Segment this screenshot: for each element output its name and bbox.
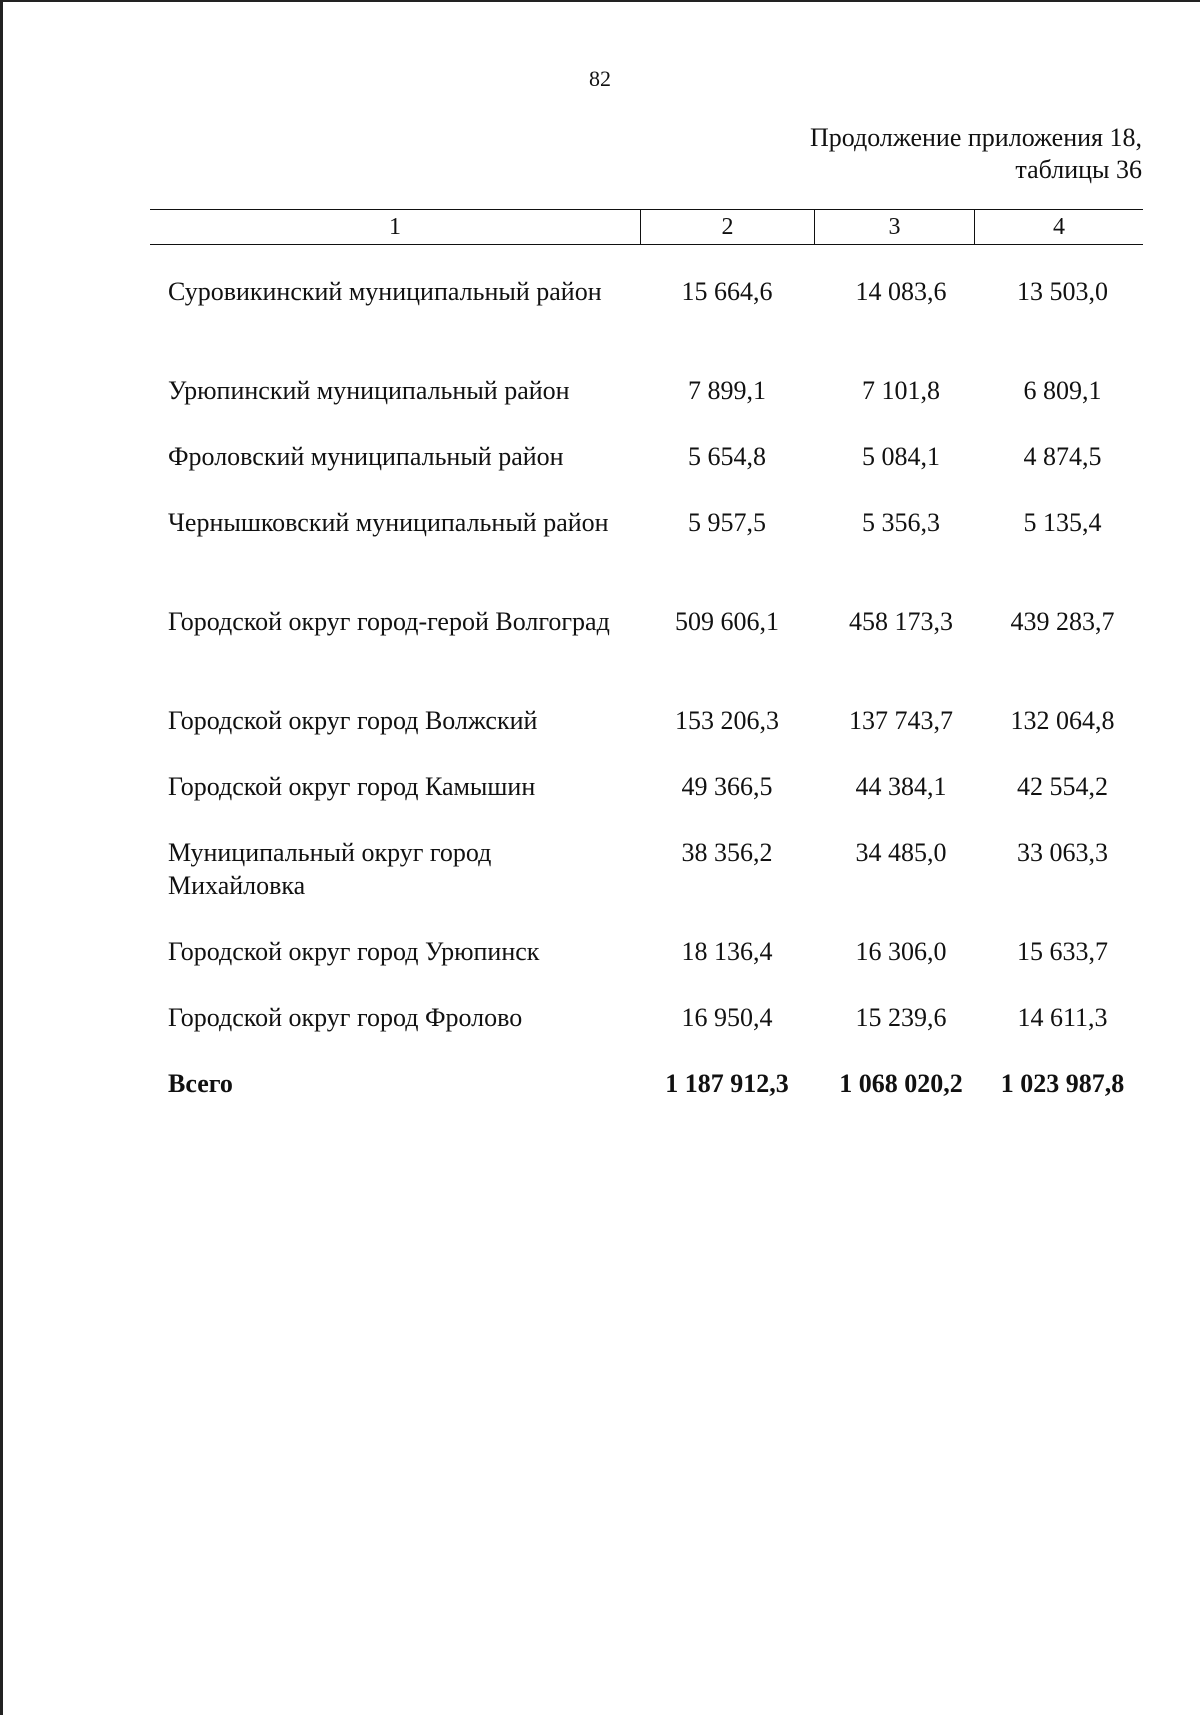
row-value-col2: 153 206,3 (675, 706, 779, 735)
scan-edge-top (0, 0, 1200, 2)
row-name: Суровикинский муниципальный район (168, 277, 602, 306)
row-value-col3: 137 743,7 (849, 706, 953, 735)
table-total-row (150, 1067, 1143, 1133)
table-row (150, 836, 1143, 935)
table-body (150, 275, 1143, 1133)
row-value-col4: 33 063,3 (1017, 838, 1108, 867)
row-name: Городской округ город-герой Волгоград (168, 607, 610, 636)
row-value-col4: 132 064,8 (1010, 706, 1115, 735)
row-value-col4: 42 554,2 (1017, 772, 1108, 801)
total-label: Всего (168, 1069, 233, 1098)
column-header-4: 4 (974, 210, 1143, 244)
table-row (150, 605, 1143, 704)
column-header-2: 2 (640, 210, 814, 244)
row-value-col3: 5 084,1 (862, 442, 940, 471)
row-value-col3: 16 306,0 (855, 937, 947, 966)
row-value-col2: 509 606,1 (675, 607, 779, 636)
row-name: Фроловский муниципальный район (168, 442, 564, 471)
row-value-col2: 16 950,4 (681, 1003, 773, 1032)
page-number: 82 (589, 66, 611, 91)
continuation-line-1: Продолжение приложения 18, (809, 123, 1142, 152)
row-value-col2: 15 664,6 (681, 277, 773, 306)
row-name: Городской округ город Фролово (168, 1003, 523, 1032)
table-row (150, 275, 1143, 374)
total-value-col2: 1 187 912,3 (665, 1069, 789, 1098)
continuation-line-2: таблицы 36 (1015, 155, 1142, 184)
row-name: Городской округ город Волжский (168, 706, 538, 735)
row-value-col3: 14 083,6 (855, 277, 947, 306)
table-row (150, 374, 1143, 440)
row-value-col4: 13 503,0 (1017, 277, 1108, 306)
row-name: Муниципальный округ город Михайловка (168, 838, 492, 900)
row-name: Городской округ город Урюпинск (168, 937, 540, 966)
scan-edge-left (0, 0, 3, 1715)
total-value-col3: 1 068 020,2 (839, 1069, 963, 1098)
column-header-3: 3 (814, 210, 974, 244)
row-value-col3: 44 384,1 (855, 772, 947, 801)
row-value-col2: 38 356,2 (681, 838, 773, 867)
row-value-col4: 5 135,4 (1023, 508, 1102, 537)
row-value-col3: 7 101,8 (862, 376, 940, 405)
row-value-col3: 458 173,3 (849, 607, 953, 636)
row-value-col3: 15 239,6 (855, 1003, 947, 1032)
row-value-col4: 15 633,7 (1017, 937, 1108, 966)
row-value-col4: 439 283,7 (1010, 607, 1115, 636)
row-name: Чернышковский муниципальный район (168, 508, 609, 537)
row-value-col2: 18 136,4 (681, 937, 773, 966)
row-name: Урюпинский муниципальный район (168, 376, 570, 405)
row-value-col4: 14 611,3 (1017, 1003, 1108, 1032)
table-row (150, 770, 1143, 836)
row-value-col2: 49 366,5 (681, 772, 773, 801)
total-value-col4: 1 023 987,8 (1000, 1069, 1125, 1098)
row-name: Городской округ город Камышин (168, 772, 536, 801)
column-header-1: 1 (389, 213, 401, 240)
table-row (150, 935, 1143, 1001)
row-value-col4: 6 809,1 (1023, 376, 1102, 405)
table-header (150, 209, 1143, 245)
table-row (150, 1001, 1143, 1067)
row-value-col2: 7 899,1 (688, 376, 766, 405)
row-value-col3: 5 356,3 (862, 508, 940, 537)
row-value-col4: 4 874,5 (1023, 442, 1102, 471)
row-value-col2: 5 957,5 (688, 508, 766, 537)
continuation-note (810, 122, 1142, 186)
table-row (150, 506, 1143, 605)
table-row (150, 704, 1143, 770)
table-row (150, 440, 1143, 506)
row-value-col2: 5 654,8 (688, 442, 766, 471)
row-value-col3: 34 485,0 (855, 838, 947, 867)
